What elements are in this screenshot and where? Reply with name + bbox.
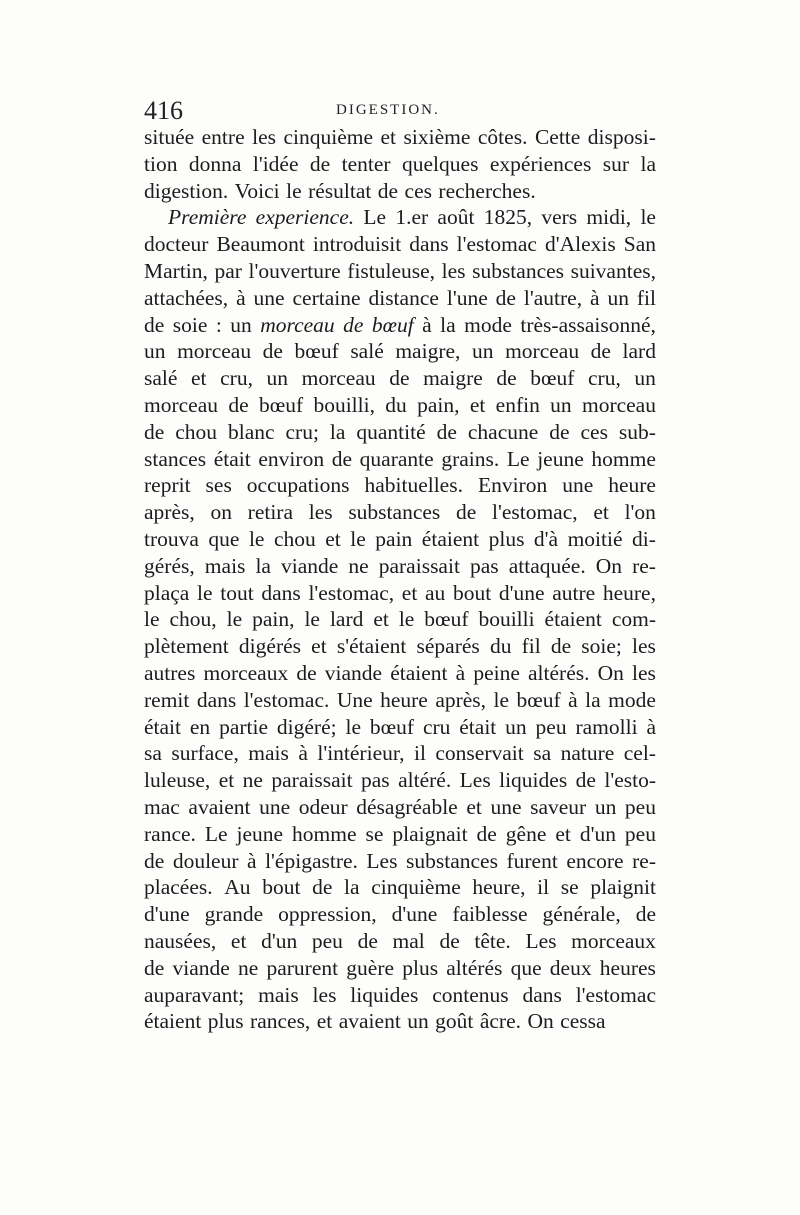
text-line: trouva que le chou et le pain étaient plus d'à moitié di- [144,526,656,551]
text-line: le chou, le pain, le lard et le bœuf bouilli étaient com- [144,607,656,632]
body-text [144,124,656,1035]
text-line: autres morceaux de viande étaient à peine altérés. On les [144,660,656,685]
text-line: après, on retira les substances de l'estomac, et l'on [144,500,656,525]
text-line: sa surface, mais à l'intérieur, il conservait sa nature cel- [144,741,656,766]
text-line: de chou blanc cru; la quantité de chacune de ces sub- [144,419,656,444]
text-line: rance. Le jeune homme se plaignait de gêne et d'un peu [144,821,656,846]
text-line: morceau de bœuf bouilli, du pain, et enfin un morceau [144,392,656,417]
text-line: docteur Beaumont introduisit dans l'estomac d'Alexis San [144,232,656,257]
running-title: DIGESTION. [336,102,440,118]
text-line: Première experience. Le 1.er août 1825, vers midi, le [168,205,656,230]
text-line: placées. Au bout de la cinquième heure, il se plaignit [144,875,656,900]
text-line: attachées, à une certaine distance l'une de l'autre, à un fil [144,285,656,310]
text-line: plètement digérés et s'étaient séparés du fil de soie; les [144,634,656,659]
text-line: étaient plus rances, et avaient un goût âcre. On cessa [144,1009,606,1034]
text-line: stances était environ de quarante grains. Le jeune homme [144,446,656,471]
text-line: digestion. Voici le résultat de ces recherches. [144,178,536,203]
text-line: de soie : un morceau de bœuf à la mode très-assaisonné, [144,312,656,337]
text-line: luleuse, et ne paraissait pas altéré. Les liquides de l'esto- [144,768,656,793]
text-line: tion donna l'idée de tenter quelques expériences sur la [144,151,656,176]
text-line: reprit ses occupations habituelles. Environ une heure [144,473,656,498]
text-line: Martin, par l'ouverture fistuleuse, les substances suivantes, [144,258,656,283]
text-line: de douleur à l'épigastre. Les substances furent encore re- [144,848,656,873]
text-line: auparavant; mais les liquides contenus dans l'estomac [144,982,656,1007]
page-number: 416 [144,96,183,125]
running-head [144,96,656,126]
text-line: nausées, et d'un peu de mal de tête. Les morceaux [144,928,656,953]
text-line: salé et cru, un morceau de maigre de bœuf cru, un [144,366,656,391]
text-line: plaça le tout dans l'estomac, et au bout d'une autre heure, [144,580,656,605]
text-line: remit dans l'estomac. Une heure après, le bœuf à la mode [144,687,656,712]
text-line: un morceau de bœuf salé maigre, un morceau de lard [144,339,656,364]
text-line: située entre les cinquième et sixième côtes. Cette disposi- [144,125,656,149]
text-line: mac avaient une odeur désagréable et une saveur un peu [144,794,656,819]
text-line: de viande ne parurent guère plus altérés que deux heures [144,955,656,980]
text-line: gérés, mais la viande ne paraissait pas attaquée. On re- [144,553,656,578]
text-line: était en partie digéré; le bœuf cru était un peu ramolli à [144,714,656,739]
text-line: d'une grande oppression, d'une faiblesse générale, de [144,902,656,927]
